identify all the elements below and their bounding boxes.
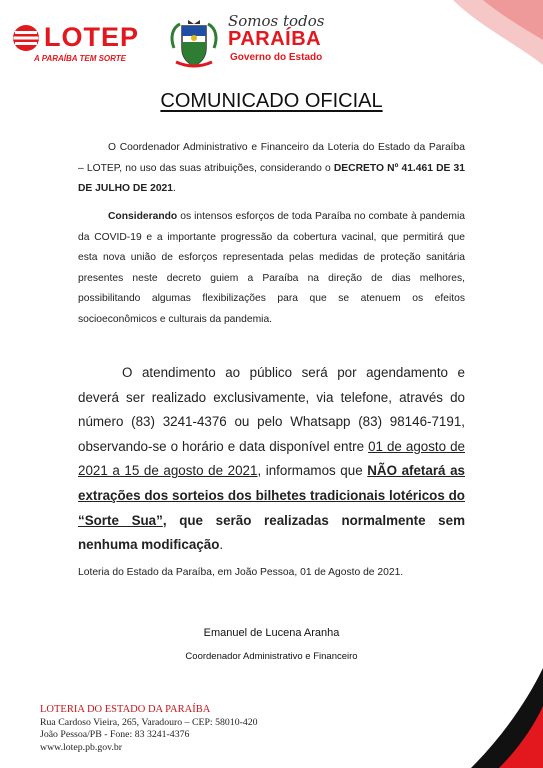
atendimento-text-2: , informamos que [257, 463, 368, 479]
footer-org: LOTERIA DO ESTADO DA PARAÍBA [40, 704, 211, 715]
atendimento-end: . [219, 537, 224, 553]
paragraph-considerando [78, 207, 465, 330]
atendimento-dates: 01 de agosto de 2021 a 15 de agosto de 2021 [78, 438, 465, 479]
footer-street: Rua Cardoso Vieira, 265, Varadouro – CEP: 58010-420 [40, 716, 258, 728]
corner-decoration-top [423, 0, 543, 70]
intro-text: O Coordenador Administrativo e Financeiro da Loteria do Estado da Paraíba – LOTEP, no uso das suas atribuições, considerando o [78, 142, 465, 174]
intro-end: . [173, 183, 176, 194]
document-title: COMUNICADO OFICIAL [160, 90, 383, 112]
paragraph-intro [78, 138, 465, 200]
signatory-role: Coordenador Administrativo e Financeiro [185, 651, 358, 662]
atendimento-text-3: , que serão realizadas normalmente sem nenhuma modificação [78, 512, 465, 553]
lotep-logo [12, 22, 162, 68]
gov-paraiba: PARAÍBA [228, 28, 322, 50]
paragraph-date-place: Loteria do Estado da Paraíba, em João Pessoa, 01 de Agosto de 2021. [78, 567, 404, 578]
lotep-wordmark: LOTEP [44, 22, 140, 52]
lotep-ball-icon [12, 24, 42, 52]
paragraph-atendimento [78, 361, 465, 558]
footer-city-phone: João Pessoa/PB - Fone: 83 3241-4376 [40, 729, 190, 741]
signatory-name: Emanuel de Lucena Aranha [203, 627, 340, 639]
governo-paraiba-logo [228, 12, 325, 64]
state-coat-of-arms-icon [166, 18, 222, 70]
considerando-text: os intensos esforços de toda Paraíba no combate à pandemia da COVID-19 e a importante progressão da cobertura vacinal, que permitirá que esta nova união de esforços representada pelas medidas de proteção sanitária presentes neste decreto guiem a Paraíba na direção de dias melhores, possibilitando algumas flexibilizações para que se atenuem os efeitos socioeconômicos e culturais da pandemia. [78, 211, 465, 325]
gov-governo-do-estado: Governo do Estado [230, 52, 323, 63]
atendimento-notice: NÃO afetará as extrações dos sorteios dos bilhetes tradicionais lotéricos do “Sorte Sua” [78, 463, 465, 528]
gov-somos-todos: Somos todos [228, 12, 325, 30]
decree-reference: DECRETO Nº 41.461 DE 31 DE JULHO DE 2021 [78, 162, 465, 194]
footer-website: www.lotep.pb.gov.br [40, 741, 122, 753]
footer-address [40, 704, 258, 754]
lotep-slogan: A PARAÍBA TEM SORTE [34, 54, 127, 63]
corner-decoration-bottom [471, 668, 543, 768]
atendimento-text: O atendimento ao público será por agendamento e deverá ser realizado exclusivamente, via telefone, através do número (83) 3241-4376 ou pelo Whatsapp (83) 98146-7191, observando-se o horário e data disponível entre [78, 365, 465, 454]
considerando-lead: Considerando [108, 211, 178, 222]
